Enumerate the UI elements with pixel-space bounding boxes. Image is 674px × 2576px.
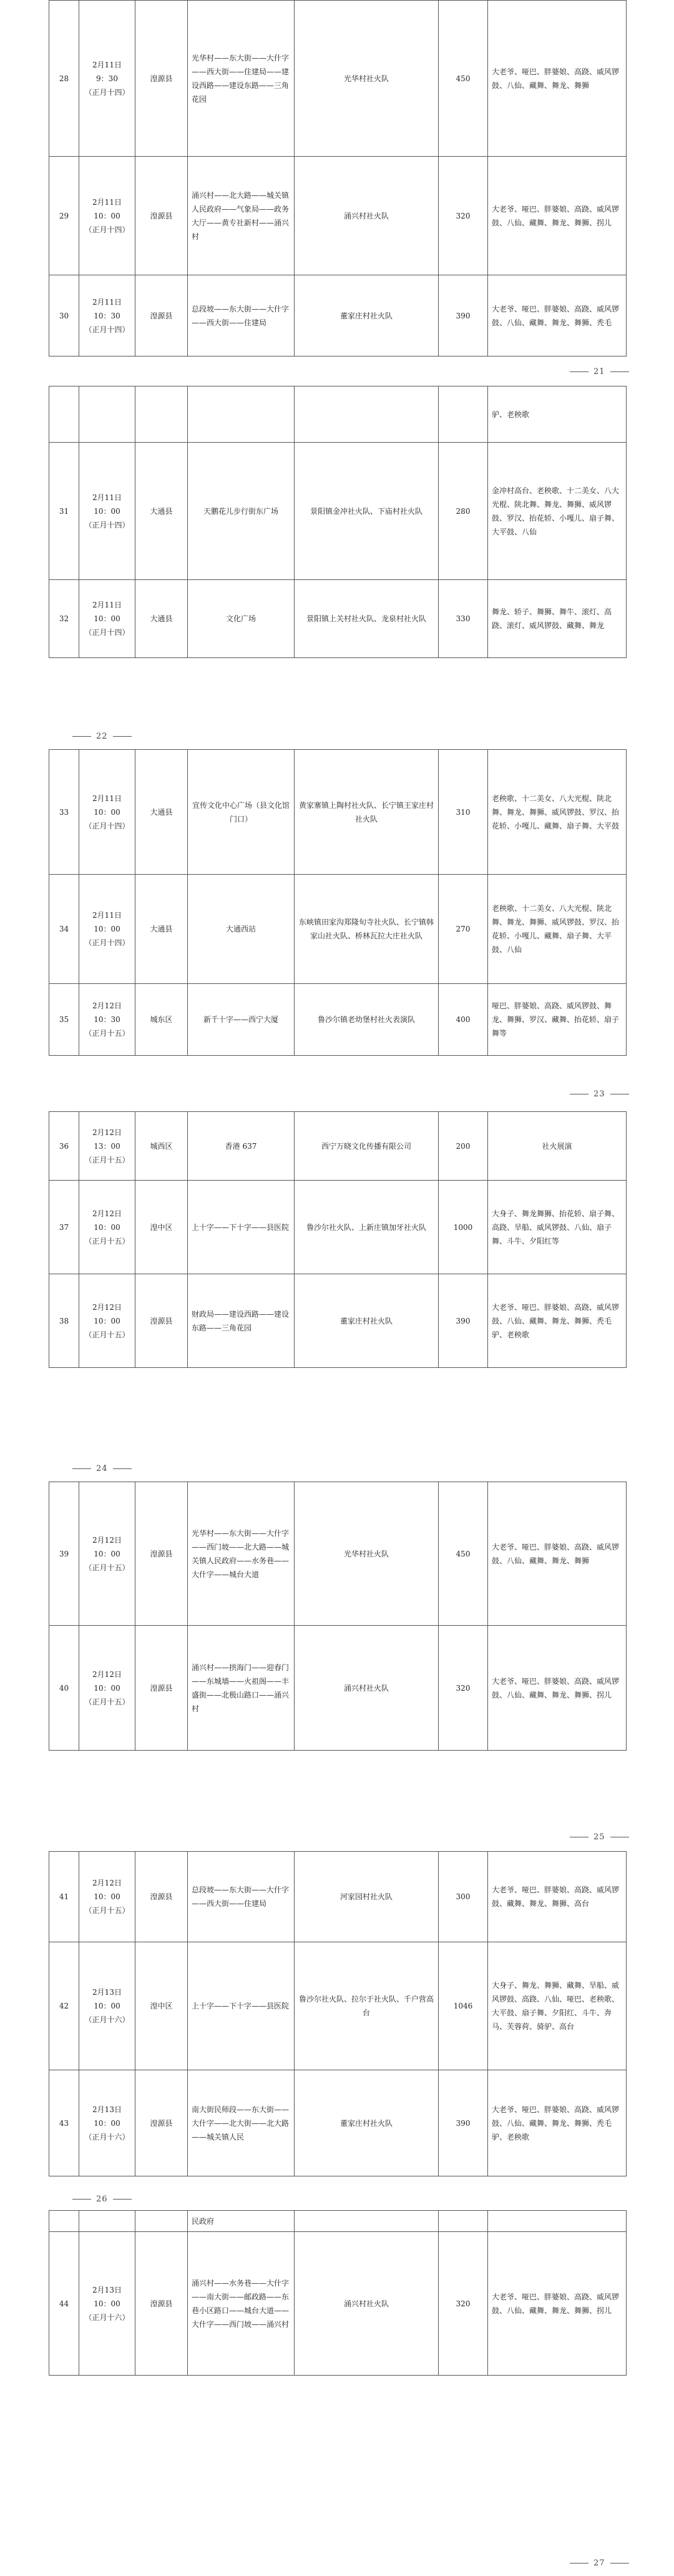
county-cell: 湟中区 [135, 1942, 188, 2070]
people-cell: 1000 [439, 1181, 488, 1274]
people-cell: 320 [439, 2232, 488, 2376]
team-cell: 景阳镇上关村社火队、龙泉村社火队 [295, 580, 439, 658]
page-number: 27 [565, 2559, 634, 2568]
program-cell: 大老爷、哑巴、胖婆娘、高跷、威风锣鼓、八仙、藏舞、舞龙、舞狮、拐儿 [488, 1626, 627, 1751]
table-row [49, 1852, 627, 1942]
row-number: 38 [49, 1274, 79, 1368]
team-cell: 河家园村社火队 [295, 1852, 439, 1942]
route-cell: 光华村——东大街——大什字——西门坡——北大路——城关镇人民政府——水务巷——大什字——城台大道 [188, 1482, 295, 1626]
team-cell: 光华村社火队 [295, 1482, 439, 1626]
team-cell: 董家庄村社火队 [295, 1274, 439, 1368]
date-cell: 2月12日 10：00 （正月十五） [79, 1852, 135, 1942]
program-cell: 大老爷、哑巴、胖婆娘、高跷、威风锣鼓、藏舞、舞龙、舞狮、高台 [488, 1852, 627, 1942]
program-cell: 大老爷、哑巴、胖婆娘、高跷、威风锣鼓、八仙、藏舞、舞龙、舞狮、秃毛驴、老秧歌 [488, 2070, 627, 2176]
people-cell: 280 [439, 443, 488, 580]
team-cell: 鲁沙尔镇老幼堡村社火表演队 [295, 984, 439, 1056]
row-number: 41 [49, 1852, 79, 1942]
date-cell: 2月12日 10：00 （正月十五） [79, 1626, 135, 1751]
county-cell: 湟源县 [135, 1852, 188, 1942]
page-number: 21 [565, 367, 634, 376]
date-cell: 2月13日 10：00 （正月十六） [79, 1942, 135, 2070]
table-row [49, 1482, 627, 1626]
county-cell: 湟源县 [135, 2232, 188, 2376]
route-cell: 新千十字——西宁大厦 [188, 984, 295, 1056]
program-cell: 舞龙、轿子、舞狮、舞牛、滚灯、高跷、滚灯、威风锣鼓、藏舞、舞龙 [488, 580, 627, 658]
row-number: 34 [49, 875, 79, 984]
county-cell: 湟源县 [135, 1, 188, 157]
team-cell: 董家庄村社火队 [295, 275, 439, 356]
date-cell: 2月13日 10：00 （正月十六） [79, 2232, 135, 2376]
county-cell: 城东区 [135, 984, 188, 1056]
people-cell: 330 [439, 580, 488, 658]
table-row [49, 1274, 627, 1368]
people-cell: 390 [439, 1274, 488, 1368]
people-cell: 270 [439, 875, 488, 984]
team-cell: 涌兴村社火队 [295, 157, 439, 275]
table-row [49, 275, 627, 356]
program-cell: 老秧歌、十二美女、八大光棍、陕北舞、舞龙、舞狮、威风锣鼓、罗汉、抬花轿、小嘎儿、藏舞、扇子舞、大平鼓、八仙 [488, 875, 627, 984]
table-row [49, 443, 627, 580]
county-cell: 湟源县 [135, 2070, 188, 2176]
table-row [49, 2232, 627, 2376]
schedule-table-4 [49, 1111, 627, 1368]
carryover-text: 驴、老秧歌 [488, 386, 627, 443]
page-number: 26 [67, 2195, 137, 2204]
table-row [49, 1626, 627, 1751]
county-cell: 湟源县 [135, 157, 188, 275]
people-cell: 300 [439, 1852, 488, 1942]
row-number: 29 [49, 157, 79, 275]
row-number: 37 [49, 1181, 79, 1274]
route-cell: 光华村——东大街——大什字——西大街——住建局——建设西路——建设东路——三角花园 [188, 1, 295, 157]
people-cell: 200 [439, 1112, 488, 1181]
date-cell: 2月11日 9：30 （正月十四） [79, 1, 135, 157]
county-cell: 大通县 [135, 875, 188, 984]
program-cell: 大身子、舞龙舞狮、抬花轿、扇子舞、高跷、旱船、威风锣鼓、八仙、扇子舞、斗牛、夕阳红等 [488, 1181, 627, 1274]
page-number: 25 [565, 1832, 634, 1842]
row-number: 31 [49, 443, 79, 580]
table-row [49, 2070, 627, 2176]
date-cell: 2月11日 10：00 （正月十四） [79, 750, 135, 875]
people-cell: 320 [439, 157, 488, 275]
schedule-table-2 [49, 386, 627, 658]
people-cell: 390 [439, 2070, 488, 2176]
team-cell: 董家庄村社火队 [295, 2070, 439, 2176]
county-cell: 大通县 [135, 750, 188, 875]
county-cell: 城西区 [135, 1112, 188, 1181]
schedule-table-7 [49, 2210, 627, 2376]
route-cell: 大通西站 [188, 875, 295, 984]
row-number: 44 [49, 2232, 79, 2376]
table-row [49, 1942, 627, 2070]
table-row [49, 750, 627, 875]
team-cell: 涌兴村社火队 [295, 1626, 439, 1751]
row-number: 36 [49, 1112, 79, 1181]
date-cell: 2月12日 10：00 （正月十五） [79, 1181, 135, 1274]
route-cell: 文化广场 [188, 580, 295, 658]
row-number: 35 [49, 984, 79, 1056]
table-row [49, 580, 627, 658]
team-cell: 黄家寨镇上陶村社火队、长宁镇王家庄村社火队 [295, 750, 439, 875]
date-cell: 2月12日 10：00 （正月十五） [79, 1274, 135, 1368]
schedule-table-3 [49, 749, 627, 1056]
county-cell: 湟中区 [135, 1181, 188, 1274]
program-cell: 大老爷、哑巴、胖婆娘、高跷、威风锣鼓、八仙、藏舞、舞龙、舞狮、拐儿 [488, 2232, 627, 2376]
route-cell: 宣传文化中心广场（县文化馆门口） [188, 750, 295, 875]
program-cell: 大老爷、哑巴、胖婆娘、高跷、威风锣鼓、八仙、藏舞、舞龙、舞狮 [488, 1482, 627, 1626]
team-cell: 涌兴村社火队 [295, 2232, 439, 2376]
table-row [49, 1, 627, 157]
route-cell: 上十字——下十字——县医院 [188, 1181, 295, 1274]
route-cell: 财政局——建设西路——建设东路——三角花园 [188, 1274, 295, 1368]
team-cell: 西宁万晓文化传播有限公司 [295, 1112, 439, 1181]
table-row [49, 875, 627, 984]
route-cell: 总段坡——东大街——大什字——西大街——住建局 [188, 275, 295, 356]
team-cell: 景阳镇金冲社火队、下庙村社火队 [295, 443, 439, 580]
program-cell: 金冲村高台、老秧歌、十二美女、八大光棍、陕北舞、舞龙、舞狮、威风锣鼓、罗汉、抬花轿、小嘎儿、扇子舞、大平鼓、八仙 [488, 443, 627, 580]
route-cell: 总段坡——东大街——大什字——西大街——住建局 [188, 1852, 295, 1942]
schedule-table-1 [49, 0, 627, 356]
county-cell: 大通县 [135, 580, 188, 658]
carryover-text: 民政府 [188, 2211, 295, 2232]
people-cell: 1046 [439, 1942, 488, 2070]
county-cell: 湟源县 [135, 275, 188, 356]
team-cell: 鲁沙尔社火队、拉尔于社火队、千户营高台 [295, 1942, 439, 2070]
route-cell: 涌兴村——拱海门——迎春门——东城墙——火祖阁——丰盛街——北极山路口——涌兴村 [188, 1626, 295, 1751]
route-cell: 天鹏花儿步行街东广场 [188, 443, 295, 580]
date-cell: 2月12日 10：00 （正月十五） [79, 1482, 135, 1626]
table-row [49, 157, 627, 275]
date-cell: 2月11日 10：00 （正月十四） [79, 157, 135, 275]
people-cell: 310 [439, 750, 488, 875]
route-cell: 上十字——下十字——县医院 [188, 1942, 295, 2070]
row-number: 42 [49, 1942, 79, 2070]
page-number: 24 [67, 1464, 137, 1473]
program-cell: 大身子、舞龙、舞狮、藏舞、旱船、威风锣鼓、高跷、八仙、哑巴、老秧歌、大平鼓、扇子舞、夕阳红、斗牛、奔马、芙蓉荷、骑驴、高台 [488, 1942, 627, 2070]
table-row [49, 984, 627, 1056]
route-cell: 涌兴村——北大路——城关镇人民政府——气象局——政务大厅——黄专社新村——涌兴村 [188, 157, 295, 275]
people-cell: 390 [439, 275, 488, 356]
date-cell: 2月13日 10：00 （正月十六） [79, 2070, 135, 2176]
row-number: 40 [49, 1626, 79, 1751]
team-cell: 光华村社火队 [295, 1, 439, 157]
table-row [49, 386, 627, 443]
schedule-table-6 [49, 1851, 627, 2176]
date-cell: 2月11日 10：00 （正月十四） [79, 580, 135, 658]
county-cell: 湟源县 [135, 1626, 188, 1751]
row-number: 33 [49, 750, 79, 875]
route-cell: 南大街民师段——东大街——大什字——北大街——北大路——城关镇人民 [188, 2070, 295, 2176]
date-cell: 2月11日 10：00 （正月十四） [79, 875, 135, 984]
page-number: 22 [67, 732, 137, 741]
table-row [49, 2211, 627, 2232]
date-cell: 2月11日 10：30 （正月十四） [79, 275, 135, 356]
program-cell: 社火展演 [488, 1112, 627, 1181]
schedule-table-5 [49, 1482, 627, 1751]
program-cell: 大老爷、哑巴、胖婆娘、高跷、威风锣鼓、八仙、藏舞、舞龙、舞狮 [488, 1, 627, 157]
county-cell: 大通县 [135, 443, 188, 580]
team-cell: 鲁沙尔社火队、上新庄镇加牙社火队 [295, 1181, 439, 1274]
table-row [49, 1181, 627, 1274]
program-cell: 老秧歌、十二美女、八大光棍、陕北舞、舞龙、舞狮、威风锣鼓、罗汉、抬花轿、小嘎儿、藏舞、扇子舞、大平鼓 [488, 750, 627, 875]
row-number: 30 [49, 275, 79, 356]
route-cell: 涌兴村——水务巷——大什字——南大街——邮政路——东巷小区路口——城台大道——大什字——西门坡——涌兴村 [188, 2232, 295, 2376]
row-number: 32 [49, 580, 79, 658]
program-cell: 大老爷、哑巴、胖婆娘、高跷、威风锣鼓、八仙、藏舞、舞龙、舞狮、拐儿 [488, 157, 627, 275]
program-cell: 大老爷、哑巴、胖婆娘、高跷、威风锣鼓、八仙、藏舞、舞龙、舞狮、秃毛驴、老秧歌 [488, 1274, 627, 1368]
row-number: 28 [49, 1, 79, 157]
route-cell: 香港 637 [188, 1112, 295, 1181]
county-cell: 湟源县 [135, 1274, 188, 1368]
people-cell: 450 [439, 1482, 488, 1626]
date-cell: 2月11日 10：00 （正月十四） [79, 443, 135, 580]
page-number: 23 [565, 1089, 634, 1099]
row-number: 39 [49, 1482, 79, 1626]
people-cell: 320 [439, 1626, 488, 1751]
people-cell: 400 [439, 984, 488, 1056]
people-cell: 450 [439, 1, 488, 157]
team-cell: 东峡镇田家沟郑隆旬寺社火队、长宁镇韩家山社火队、桥林瓦拉大庄社火队 [295, 875, 439, 984]
table-row [49, 1112, 627, 1181]
program-cell: 哑巴、胖婆娘、高跷、威风锣鼓、舞龙、舞狮、罗汉、藏舞、抬花轿、扇子舞等 [488, 984, 627, 1056]
program-cell: 大老爷、哑巴、胖婆娘、高跷、威风锣鼓、八仙、藏舞、舞龙、舞狮、秃毛 [488, 275, 627, 356]
county-cell: 湟源县 [135, 1482, 188, 1626]
row-number: 43 [49, 2070, 79, 2176]
date-cell: 2月12日 13：00 （正月十五） [79, 1112, 135, 1181]
date-cell: 2月12日 10：30 （正月十五） [79, 984, 135, 1056]
